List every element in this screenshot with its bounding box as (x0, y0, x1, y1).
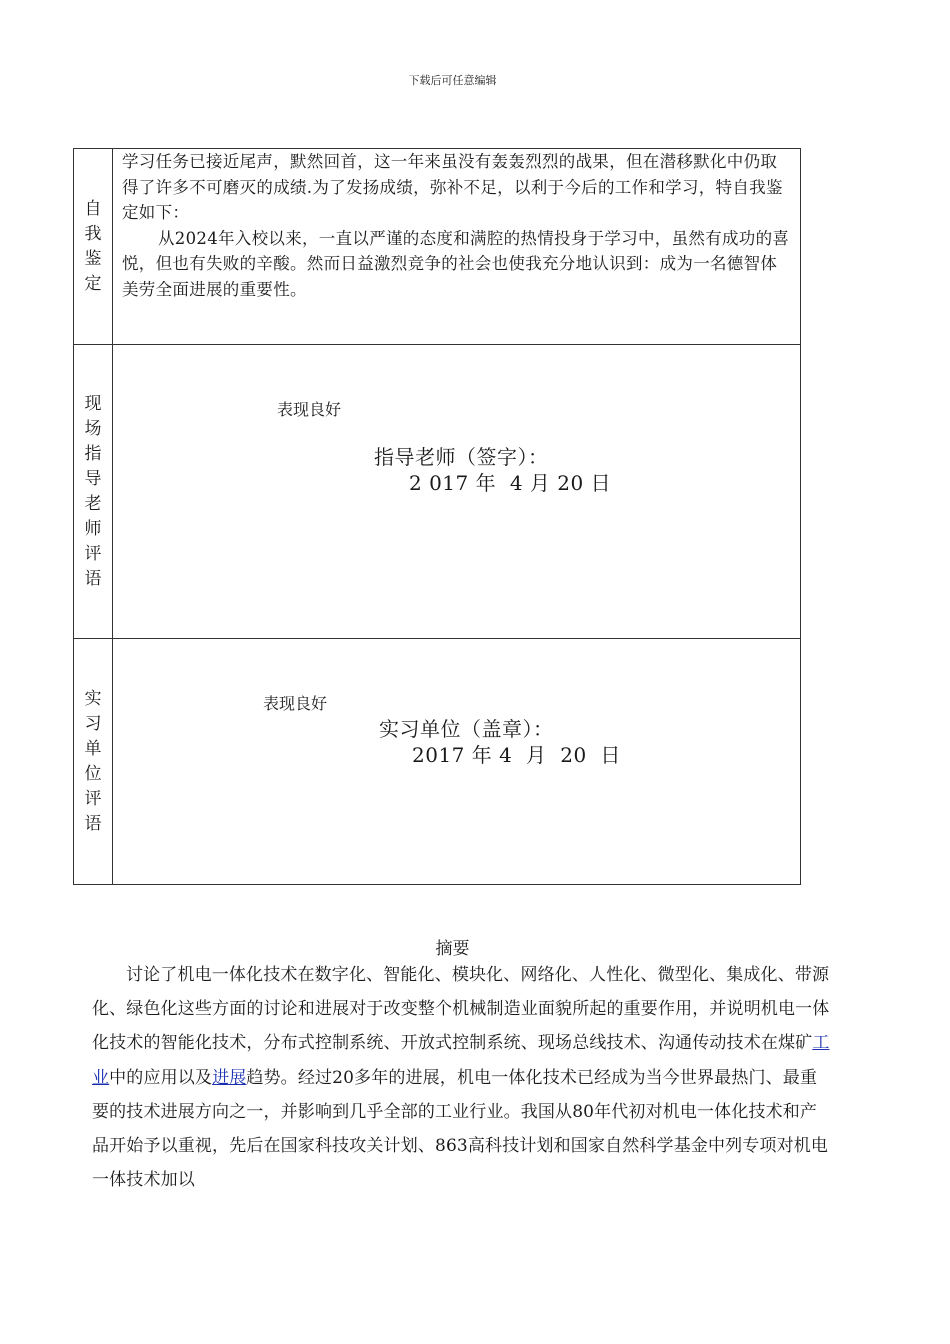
supervisor-review-row (74, 345, 801, 639)
abstract-text-1: 讨论了机电一体化技术在数字化、智能化、模块化、网络化、人性化、微型化、集成化、带源化、绿色化这些方面的讨论和进展对于改变整个机械制造业面貌所起的重要作用，并说明机电一体化技术的智能化技术，分布式控制系统、开放式控制系统、现场总线技术、沟通传动技术在煤矿 (92, 965, 830, 1054)
label-char: 位 (84, 763, 102, 784)
label-char: 指 (84, 443, 102, 464)
unit-stamp-label: 实习单位（盖章）： (379, 717, 554, 741)
link-industry[interactable]: 工业 (92, 1033, 830, 1088)
supervisor-review-body (113, 345, 801, 639)
supervisor-sign-date: 2 017 年 4 月 20 日 (409, 471, 612, 495)
unit-stamp-date: 2017 年 4 月 20 日 (412, 743, 621, 767)
label-char: 我 (84, 223, 102, 244)
supervisor-comment: 表现良好 (277, 400, 342, 419)
supervisor-review-label (74, 392, 112, 592)
unit-comment: 表现良好 (263, 694, 328, 713)
self-assessment-body (113, 149, 801, 345)
label-char: 实 (84, 688, 102, 709)
self-assessment-paragraph-1: 学习任务已接近尾声，默然回首，这一年来虽没有轰轰烈烈的战果，但在潜移默化中仍取得了许多不可磨灭的成绩.为了发扬成绩，弥补不足，以利于今后的工作和学习，特自我鉴定如下： (122, 152, 783, 222)
unit-review-row (74, 639, 801, 885)
unit-review-label-cell (74, 639, 113, 885)
label-char: 鉴 (84, 248, 102, 269)
label-char: 习 (84, 713, 102, 734)
abstract-body (92, 958, 832, 1197)
link-development[interactable]: 进展 (212, 1067, 247, 1088)
label-char: 定 (84, 273, 102, 294)
header-note: 下载后可任意编辑 (408, 74, 497, 87)
supervisor-sign-label: 指导老师（签字）： (374, 445, 549, 469)
self-assessment-label-cell (74, 149, 113, 345)
abstract-text-2: 中的应用以及 (109, 1067, 213, 1088)
label-char: 自 (84, 198, 102, 219)
label-char: 语 (84, 813, 102, 834)
self-assessment-label (74, 197, 112, 297)
self-assessment-paragraph-2: 从2024年入校以来，一直以严谨的态度和满腔的热情投身于学习中，虽然有成功的喜悦，但也有失败的辛酸。然而日益激烈竞争的社会也使我充分地认识到：成为一名德智体美劳全面进展的重要性。 (122, 228, 790, 299)
label-char: 现 (84, 393, 102, 414)
label-char: 单 (84, 738, 102, 759)
self-assessment-row (74, 149, 801, 345)
label-char: 评 (84, 543, 102, 564)
abstract-text-3: 趋势。经过20多年的进展，机电一体化技术已经成为当今世界最热门、最重要的技术进展方向之一，并影响到几乎全部的工业行业。我国从80年代初对机电一体化技术和产品开始予以重视，先后在国家科技攻关计划、863高科技计划和国家自然科学基金中列专项对机电一体技术加以 (92, 1067, 829, 1191)
evaluation-table (73, 148, 801, 885)
label-char: 导 (84, 468, 102, 489)
supervisor-review-label-cell (74, 345, 113, 639)
label-char: 老 (84, 493, 102, 514)
abstract-title: 摘要 (435, 939, 470, 959)
label-char: 评 (84, 788, 102, 809)
label-char: 语 (84, 568, 102, 589)
label-char: 师 (84, 518, 102, 539)
label-char: 场 (84, 418, 102, 439)
unit-review-body (113, 639, 801, 885)
unit-review-label (74, 687, 112, 837)
